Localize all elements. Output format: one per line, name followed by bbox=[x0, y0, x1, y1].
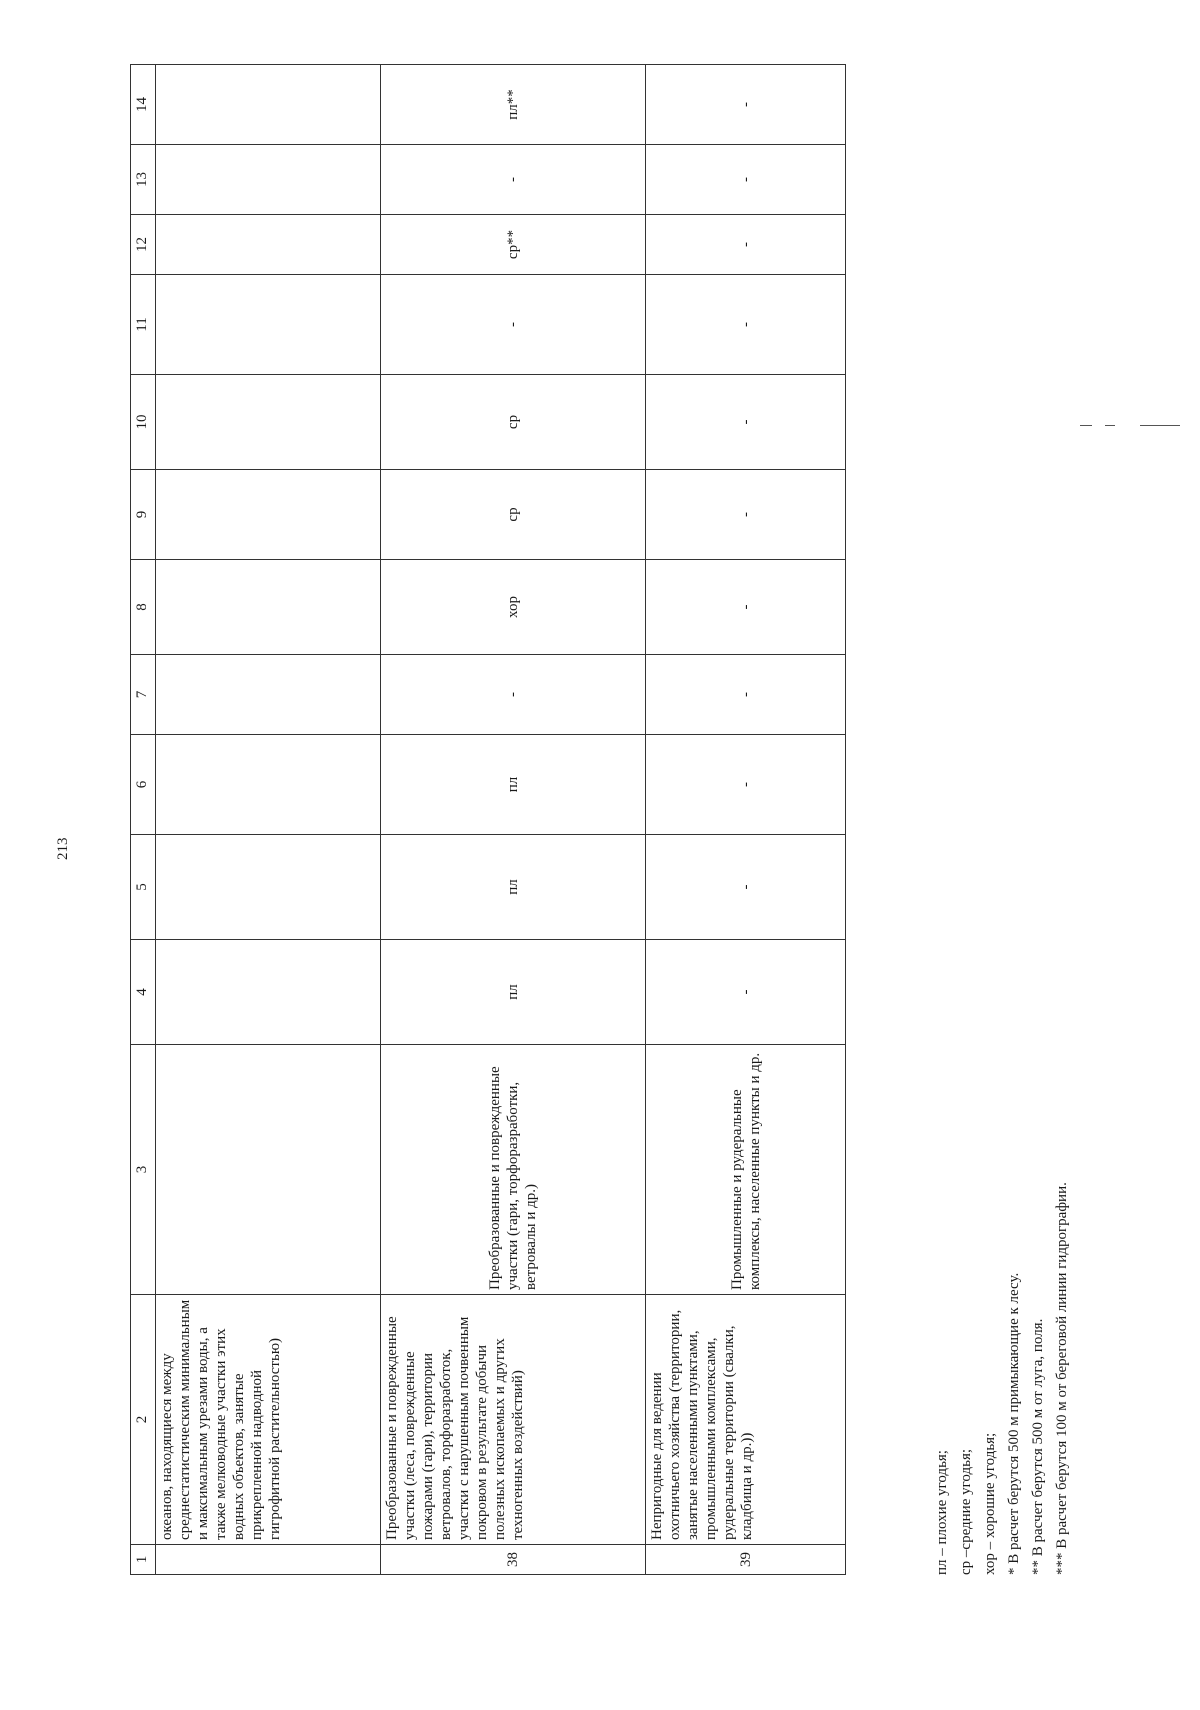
rating-cell: - bbox=[646, 735, 846, 835]
habitat-table bbox=[130, 64, 846, 1575]
legend-line: ** В расчет берутся 500 м от луга, поля. bbox=[1030, 1318, 1046, 1575]
land-category: Преобразованные и поврежденные участки (леса, поврежденные пожарами (гари), территории ветровалов, торфоразработок, участки с нарушенным почвенным покровом в результате добычи полезных ископаемых и других техногенных воздействий) bbox=[381, 1295, 646, 1545]
rating-cell bbox=[156, 560, 381, 655]
rating-cell bbox=[156, 375, 381, 470]
row-number: 39 bbox=[646, 1545, 846, 1575]
rating-cell: - bbox=[646, 375, 846, 470]
col-header: 6 bbox=[131, 735, 156, 835]
scan-mark bbox=[1080, 425, 1092, 426]
rating-cell: хор bbox=[381, 560, 646, 655]
rating-cell bbox=[156, 145, 381, 215]
scan-mark bbox=[1140, 425, 1180, 426]
land-category: океанов, находящиеся между среднестатистическим минимальным и максимальным урезами воды, а также мелководные участки этих водных объектов, занятые прикрепленной надводной гигрофитной растительностью) bbox=[156, 1295, 381, 1545]
rating-cell: - bbox=[646, 940, 846, 1045]
rating-cell: - bbox=[646, 65, 846, 145]
row-number bbox=[156, 1545, 381, 1575]
land-type: Промышленные и рудеральные комплексы, населенные пункты и др. bbox=[646, 1045, 846, 1295]
header-row bbox=[131, 65, 156, 1575]
rating-cell: пл bbox=[381, 835, 646, 940]
legend bbox=[930, 1182, 1074, 1575]
rating-cell bbox=[156, 65, 381, 145]
rating-cell bbox=[156, 735, 381, 835]
col-header: 3 bbox=[131, 1045, 156, 1295]
col-header: 14 bbox=[131, 65, 156, 145]
rating-cell: - bbox=[646, 470, 846, 560]
legend-line: хор – хорошие угодья; bbox=[982, 1432, 998, 1575]
rotated-sheet bbox=[130, 65, 1070, 1575]
rating-cell: ср bbox=[381, 470, 646, 560]
rating-cell: пл bbox=[381, 940, 646, 1045]
rating-cell: - bbox=[646, 145, 846, 215]
col-header: 9 bbox=[131, 470, 156, 560]
rating-cell: ср bbox=[381, 375, 646, 470]
col-header: 12 bbox=[131, 215, 156, 275]
col-header: 13 bbox=[131, 145, 156, 215]
rating-cell bbox=[156, 835, 381, 940]
col-header: 10 bbox=[131, 375, 156, 470]
rating-cell: пл bbox=[381, 735, 646, 835]
table-row bbox=[646, 65, 846, 1575]
rating-cell bbox=[156, 940, 381, 1045]
legend-line: пл – плохие угодья; bbox=[934, 1450, 950, 1575]
page-number: 213 bbox=[55, 837, 71, 860]
legend-line: * В расчет берутся 500 м примыкающие к лесу. bbox=[1006, 1272, 1022, 1575]
rating-cell: - bbox=[646, 835, 846, 940]
rating-cell: - bbox=[646, 275, 846, 375]
rating-cell bbox=[156, 215, 381, 275]
land-type bbox=[156, 1045, 381, 1295]
land-type: Преобразованные и поврежденные участки (гари, торфоразработки, ветровалы и др.) bbox=[381, 1045, 646, 1295]
legend-line: *** В расчет берутся 100 м от береговой линии гидрографии. bbox=[1054, 1182, 1070, 1575]
rating-cell bbox=[156, 275, 381, 375]
table-row bbox=[381, 65, 646, 1575]
col-header: 2 bbox=[131, 1295, 156, 1545]
land-category: Непригодные для ведении охотничьего хозяйства (территории, занятые населенными пунктами, промышленными комплексами, рудеральные территории (свалки, кладбища и др.)) bbox=[646, 1295, 846, 1545]
scan-mark bbox=[1105, 425, 1115, 426]
rating-cell: пл** bbox=[381, 65, 646, 145]
rating-cell: ср** bbox=[381, 215, 646, 275]
rating-cell bbox=[156, 655, 381, 735]
legend-line: ср –средние угодья; bbox=[958, 1448, 974, 1575]
col-header: 8 bbox=[131, 560, 156, 655]
col-header: 4 bbox=[131, 940, 156, 1045]
col-header: 11 bbox=[131, 275, 156, 375]
rating-cell: - bbox=[646, 560, 846, 655]
rating-cell: - bbox=[646, 215, 846, 275]
rating-cell: - bbox=[381, 145, 646, 215]
col-header: 1 bbox=[131, 1545, 156, 1575]
col-header: 7 bbox=[131, 655, 156, 735]
rating-cell: - bbox=[381, 655, 646, 735]
rating-cell: - bbox=[646, 655, 846, 735]
col-header: 5 bbox=[131, 835, 156, 940]
rating-cell bbox=[156, 470, 381, 560]
table-row bbox=[156, 65, 381, 1575]
row-number: 38 bbox=[381, 1545, 646, 1575]
rating-cell: - bbox=[381, 275, 646, 375]
